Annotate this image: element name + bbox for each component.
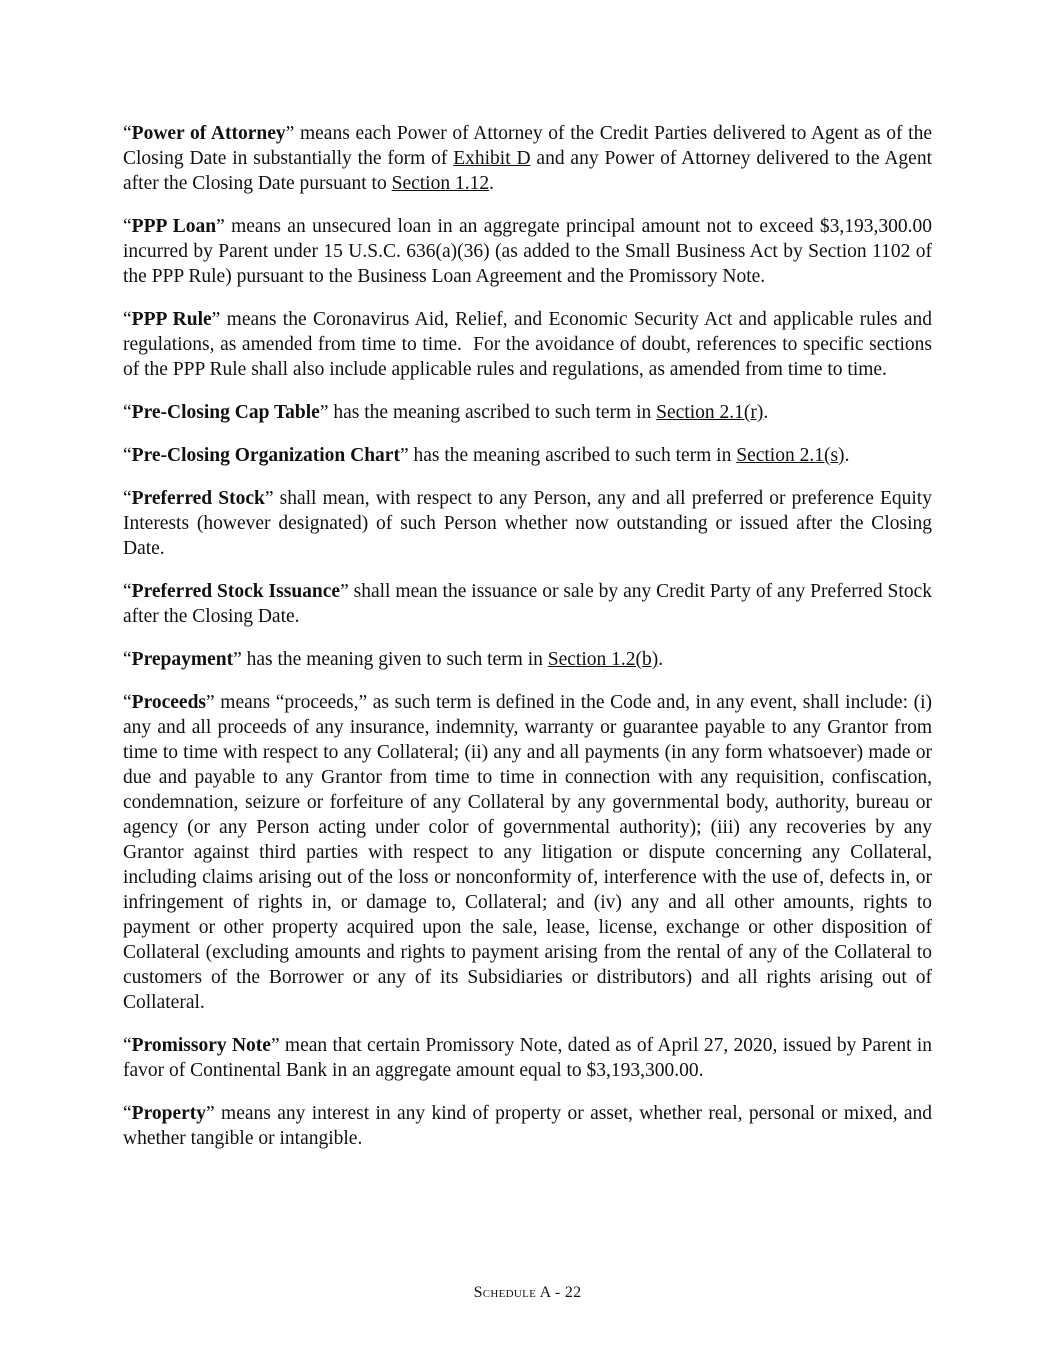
definition-text: “ — [123, 581, 132, 602]
definition-text: ” has the meaning ascribed to such term in — [399, 445, 737, 466]
definition-paragraph — [123, 1033, 932, 1083]
page-footer: Schedule A - 22 — [473, 1284, 582, 1301]
definition-paragraph — [123, 647, 932, 672]
definition-text: “ — [123, 123, 132, 144]
definition-text: “ — [123, 692, 132, 713]
definition-paragraph — [123, 486, 932, 561]
definition-text: ” shall mean, with respect to any Person, any and all preferred or preference Equity Interests (however designated) of such Person whether now outstanding or issued after the Closing Date. — [123, 488, 932, 559]
defined-term: Power of Attorney — [131, 123, 286, 144]
defined-term: Proceeds — [131, 692, 207, 713]
defined-term: Prepayment — [131, 649, 234, 670]
definition-text: ” means each Power of Attorney of the Credit Parties delivered to Agent as of the Closing Date in substantially the form of — [123, 123, 932, 169]
defined-term: Pre-Closing Organization Chart — [131, 445, 400, 466]
defined-term: Preferred Stock — [131, 488, 265, 509]
definition-text: ” means any interest in any kind of property or asset, whether real, personal or mixed, and whether tangible or intangible. — [123, 1103, 932, 1149]
defined-term: Pre-Closing Cap Table — [131, 402, 320, 423]
definition-text: “ — [123, 1103, 132, 1124]
definition-text: “ — [123, 402, 132, 423]
definition-text: “ — [123, 1035, 132, 1056]
definition-text: ” shall mean the issuance or sale by any Credit Party of any Preferred Stock after the Closing Date. — [123, 581, 932, 627]
definition-text: . — [658, 649, 664, 670]
definition-paragraph — [123, 1101, 932, 1151]
definition-text: ” means the Coronavirus Aid, Relief, and Economic Security Act and applicable rules and regulations, as amended from time to time. For the avoidance of doubt, references to specific sections of the PPP Rule shall also include applicable rules and regulations, as amended from time to time. — [123, 309, 932, 380]
definition-text: and any Power of Attorney delivered to the Agent after the Closing Date pursuant to — [123, 148, 932, 194]
definition-paragraph — [123, 121, 932, 196]
definition-text: “ — [123, 309, 132, 330]
definition-text: “ — [123, 488, 132, 509]
definition-text: . — [763, 402, 769, 423]
section-reference: Section 1.2(b) — [547, 649, 659, 670]
definition-text: ” has the meaning ascribed to such term in — [319, 402, 657, 423]
defined-term: Preferred Stock Issuance — [131, 581, 341, 602]
definition-paragraph — [123, 579, 932, 629]
defined-term: PPP Loan — [131, 216, 217, 237]
definition-text: ” mean that certain Promissory Note, dated as of April 27, 2020, issued by Parent in favor of Continental Bank in an aggregate amount equal to $3,193,300.00. — [123, 1035, 932, 1081]
definition-text: ” has the meaning given to such term in — [233, 649, 548, 670]
definition-paragraph — [123, 400, 932, 425]
definition-text: ” means “proceeds,” as such term is defined in the Code and, in any event, shall include: (i) any and all proceeds of any insurance, indemnity, warranty or guarantee payable to any Grantor from time to time with respect to any Collateral; (ii) any and all payments (in any form whatsoever) made or due and payable to any Grantor from time to time in connection with any requisition, confiscation, condemnation, seizure or forfeiture of any Collateral by any governmental body, authority, bureau or agency (or any Person acting under color of governmental authority); (iii) any recoveries by any Grantor against third parties with respect to any litigation or dispute concerning any Collateral, including claims arising out of the loss or nonconformity of, interference with the use of, defects in, or infringement of rights in, or damage to, Collateral; and (iv) any and all other amounts, rights to payment or other property acquired upon the sale, lease, license, exchange or other disposition of Collateral (excluding amounts and rights to payment arising from the rental of any of the Collateral to customers of the Borrower or any of its Subsidiaries or distributors) and all rights arising out of Collateral. — [123, 692, 932, 1013]
definition-text: ” means an unsecured loan in an aggregate principal amount not to exceed $3,193,300.00 incurred by Parent under 15 U.S.C. 636(a)(36) (as added to the Small Business Act by Section 1102 of the PPP Rule) pursuant to the Business Loan Agreement and the Promissory Note. — [123, 216, 933, 287]
section-reference: Section 2.1(r) — [656, 402, 764, 423]
definition-paragraph — [123, 443, 932, 468]
defined-term: PPP Rule — [131, 309, 212, 330]
definition-paragraph — [123, 307, 932, 382]
section-reference: Section 2.1(s) — [736, 445, 845, 466]
definition-text: . — [489, 173, 494, 194]
defined-term: Property — [131, 1103, 207, 1124]
definitions-list — [123, 121, 932, 1169]
definition-text: “ — [123, 649, 132, 670]
section-reference: Section 1.12 — [391, 173, 490, 194]
definition-paragraph — [123, 690, 932, 1015]
definition-text: “ — [123, 216, 132, 237]
definition-paragraph — [123, 214, 932, 289]
section-reference: Exhibit D — [453, 148, 531, 169]
definition-text: “ — [123, 445, 132, 466]
definition-text: . — [844, 445, 850, 466]
defined-term: Promissory Note — [131, 1035, 271, 1056]
